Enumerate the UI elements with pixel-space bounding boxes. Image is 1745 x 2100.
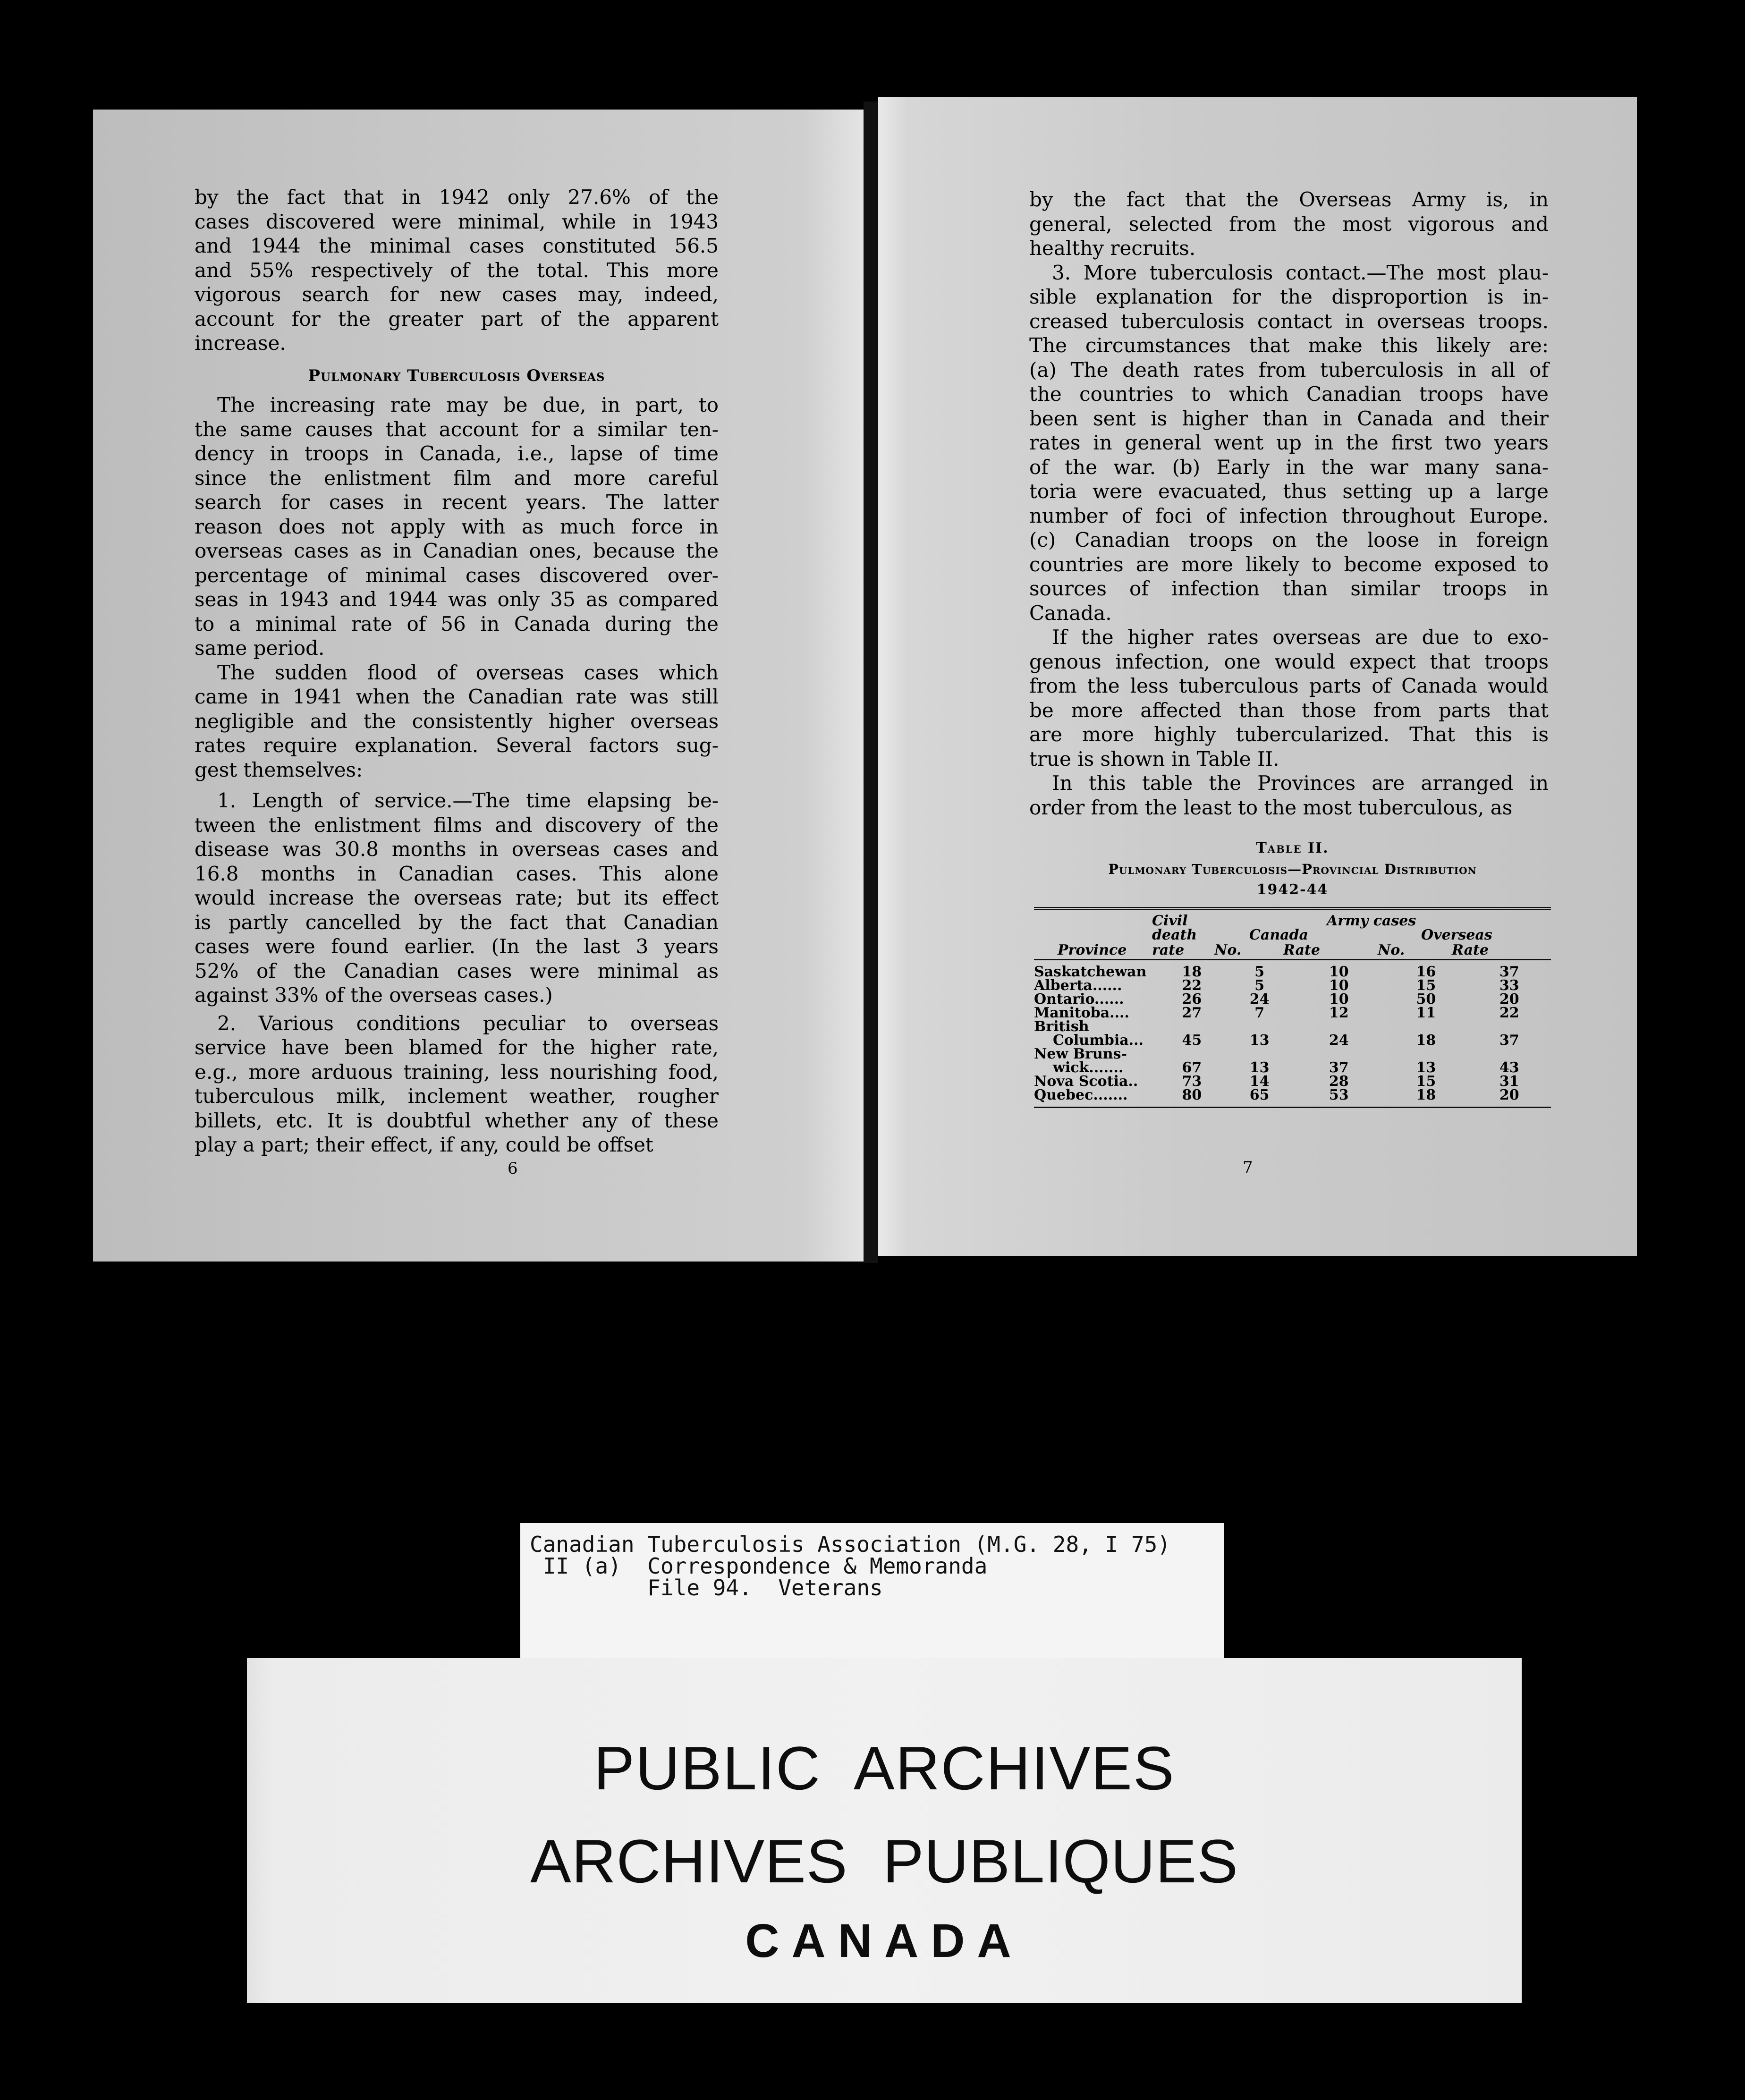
text-line: of the war. (b) Early in the war many sana- [1029, 455, 1549, 479]
text-line: vigorous search for new cases may, indeed, [195, 283, 719, 306]
province-name: Quebec....... [1034, 1087, 1128, 1103]
province-name: Nova Scotia.. [1034, 1073, 1138, 1090]
right-page-text [1029, 187, 1549, 820]
header-overseas: Overseas [1421, 927, 1492, 943]
table-years: 1942-44 [1256, 881, 1329, 898]
table-cell: 24 [1329, 1032, 1349, 1049]
catalog-card [520, 1523, 1224, 1665]
table-cell: 18 [1416, 1087, 1436, 1103]
text-line: general, selected from the most vigorous and [1029, 212, 1549, 236]
text-line: (c) Canadian troops on the loose in foreign [1029, 528, 1549, 551]
text-line: since the enlistment film and more careful [195, 466, 719, 490]
province-name: Alberta...... [1034, 977, 1122, 994]
table-cell: 20 [1499, 991, 1519, 1008]
text-line: 3. More tuberculosis contact.—The most plau- [1052, 261, 1549, 284]
page-number: 7 [1243, 1158, 1253, 1177]
stamp-english: PUBLIC ARCHIVES [593, 1734, 1175, 1803]
table-cell: 12 [1329, 1005, 1349, 1021]
table-cell: 31 [1499, 1073, 1519, 1090]
table-cell: 27 [1182, 1005, 1202, 1021]
left-page-text [195, 185, 719, 1157]
header-rate: rate [1152, 942, 1185, 958]
table-cell: 5 [1254, 964, 1265, 980]
book-gutter [864, 102, 878, 1263]
table-bottom-rule [1034, 1107, 1551, 1108]
table-row [1034, 1075, 1551, 1088]
header-overseas-rate: Rate [1452, 942, 1489, 958]
table-cell: 15 [1416, 1073, 1436, 1090]
text-line: been sent is higher than in Canada and their [1029, 406, 1549, 430]
catalog-line: Canadian Tuberculosis Association (M.G. 28, I 75) [530, 1532, 1171, 1557]
header-overseas-no: No. [1378, 942, 1405, 958]
province-cell [1034, 1088, 1158, 1102]
table-row [1034, 979, 1551, 992]
header-rule [1034, 959, 1551, 960]
text-line: and 1944 the minimal cases constituted 56.5 [195, 234, 719, 257]
text-line: tween the enlistment films and discovery of the [195, 813, 719, 837]
header-canada-no: No. [1214, 942, 1242, 958]
table-cell: 18 [1416, 1032, 1436, 1049]
text-line: disease was 30.8 months in overseas cases and [195, 838, 719, 861]
province-name: Ontario...... [1034, 991, 1124, 1008]
text-line: healthy recruits. [1029, 237, 1196, 260]
table-cell: 22 [1182, 977, 1202, 994]
table-subtitle: Pulmonary Tuberculosis—Provincial Distribution [1108, 861, 1477, 877]
text-line: negligible and the consistently higher overseas [195, 709, 719, 733]
text-line: sible explanation for the disproportion is in- [1029, 285, 1549, 308]
header-army-cases: Army cases [1327, 913, 1416, 929]
text-line: 16.8 months in Canadian cases. This alone [195, 862, 719, 885]
text-line: seas in 1943 and 1944 was only 35 as compared [195, 588, 719, 611]
text-line: creased tuberculosis contact in overseas troops. [1029, 309, 1549, 333]
text-line: reason does not apply with as much force in [195, 515, 719, 538]
text-line: from the less tuberculous parts of Canada would [1029, 674, 1549, 697]
paragraph [195, 185, 719, 356]
text-line: toria were evacuated, thus setting up a large [1029, 480, 1549, 503]
text-line: same period. [195, 636, 325, 660]
stamp-french: ARCHIVES PUBLIQUES [530, 1827, 1238, 1896]
province-cell [1034, 1075, 1158, 1088]
text-line: against 33% of the overseas cases.) [195, 983, 553, 1007]
province-cell [1034, 979, 1158, 992]
text-line: countries are more likely to become exposed to [1029, 552, 1549, 576]
text-line: rates in general went up in the first two years [1029, 431, 1549, 454]
text-line: play a part; their effect, if any, could be offset [195, 1133, 653, 1156]
text-line: If the higher rates overseas are due to exo- [1052, 626, 1549, 649]
text-line: The increasing rate may be due, in part, to [217, 393, 719, 416]
text-line: billets, etc. It is doubtful whether any of these [195, 1109, 719, 1132]
text-line: by the fact that the Overseas Army is, in [1029, 188, 1549, 211]
text-line: percentage of minimal cases discovered over- [195, 563, 719, 587]
text-line: came in 1941 when the Canadian rate was still [195, 685, 719, 708]
header-civil: Civil [1152, 913, 1188, 929]
table-cell: 18 [1182, 964, 1202, 980]
page-number: 6 [508, 1159, 518, 1178]
text-line: The circumstances that make this likely are: [1029, 334, 1549, 357]
table-cell: 37 [1329, 1059, 1349, 1076]
text-line: search for cases in recent years. The latter [195, 491, 719, 514]
text-line: is partly cancelled by the fact that Canadian [195, 910, 719, 934]
paragraph [1029, 261, 1549, 626]
text-line: to a minimal rate of 56 in Canada during the [195, 612, 719, 635]
table-cell: 37 [1499, 1032, 1519, 1049]
province-name: Saskatchewan [1034, 964, 1147, 980]
table-cell: 13 [1249, 1032, 1270, 1049]
text-line: The sudden flood of overseas cases which [217, 660, 719, 684]
table-cell: 5 [1254, 977, 1265, 994]
province-name: New Bruns- [1034, 1046, 1127, 1062]
header-canada: Canada [1249, 927, 1308, 943]
table-cell: 53 [1329, 1087, 1349, 1103]
text-line: e.g., more arduous training, less nourishing food, [195, 1060, 719, 1084]
paragraph [1029, 187, 1549, 261]
text-line: be more affected than those from parts that [1029, 698, 1549, 722]
table-cell: 20 [1499, 1087, 1519, 1103]
table-cell: 80 [1182, 1087, 1202, 1103]
text-line: order from the least to the most tuberculous, as [1029, 796, 1513, 819]
text-line: the countries to which Canadian troops have [1029, 382, 1549, 406]
text-line: 52% of the Canadian cases were minimal as [195, 959, 719, 982]
text-line: dency in troops in Canada, i.e., lapse of time [195, 442, 719, 465]
province-cell [1034, 1006, 1158, 1020]
paragraph [195, 660, 719, 782]
table-row [1034, 1047, 1551, 1075]
table-cell: 50 [1416, 991, 1436, 1008]
province-cell [1034, 1047, 1158, 1075]
province-name-cont: Columbia... [1053, 1032, 1144, 1049]
table-cell: 11 [1416, 1005, 1436, 1021]
table-cell: 67 [1182, 1059, 1202, 1076]
table-row [1034, 992, 1551, 1006]
table-cell: 10 [1329, 977, 1349, 994]
paragraph [1029, 625, 1549, 771]
table-body [1034, 962, 1551, 1102]
table-cell: 43 [1499, 1059, 1519, 1076]
table-cell: 24 [1249, 991, 1270, 1008]
text-line: cases were found earlier. (In the last 3 years [195, 935, 719, 958]
text-line: the same causes that account for a similar ten- [195, 417, 719, 441]
province-cell [1034, 1020, 1158, 1047]
text-line: 2. Various conditions peculiar to overseas [217, 1011, 719, 1035]
table-cell: 7 [1254, 1005, 1265, 1021]
table-row [1034, 1020, 1551, 1047]
paragraph [195, 393, 719, 660]
text-line: increase. [195, 331, 286, 355]
table-cell: 16 [1416, 964, 1436, 980]
table-header [1034, 910, 1551, 974]
province-name-cont: wick....... [1053, 1059, 1124, 1076]
text-line: would increase the overseas rate; but its effect [195, 886, 719, 909]
table-cell: 37 [1499, 964, 1519, 980]
catalog-line: II (a) Correspondence & Memoranda [530, 1553, 988, 1579]
paragraph [195, 788, 719, 1008]
header-death: death [1152, 927, 1197, 943]
text-line: tuberculous milk, inclement weather, rougher [195, 1084, 719, 1108]
table-row [1034, 1006, 1551, 1020]
table-cell: 65 [1249, 1087, 1270, 1103]
table-ii [1034, 838, 1551, 1108]
paragraph [195, 1011, 719, 1157]
text-line: 1. Length of service.—The time elapsing be- [217, 789, 719, 812]
text-line: cases discovered were minimal, while in 1943 [195, 210, 719, 233]
table-cell: 45 [1182, 1032, 1202, 1049]
paragraph [1029, 771, 1549, 820]
province-cell [1034, 992, 1158, 1006]
section-heading: Pulmonary Tuberculosis Overseas [308, 366, 605, 385]
table-cell: 28 [1329, 1073, 1349, 1090]
text-line: by the fact that in 1942 only 27.6% of the [195, 186, 719, 209]
province-name: British [1034, 1018, 1089, 1035]
table-cell: 10 [1329, 991, 1349, 1008]
text-line: number of foci of infection throughout Europe. [1029, 504, 1549, 527]
text-line: In this table the Provinces are arranged in [1052, 771, 1549, 795]
province-name: Manitoba.... [1034, 1005, 1129, 1021]
table-cell: 13 [1416, 1059, 1436, 1076]
table-row [1034, 1088, 1551, 1102]
header-province: Province [1058, 942, 1127, 958]
table-cell: 10 [1329, 964, 1349, 980]
header-canada-rate: Rate [1283, 942, 1321, 958]
table-cell: 14 [1249, 1073, 1270, 1090]
table-cell: 33 [1499, 977, 1519, 994]
table-cell: 22 [1499, 1005, 1519, 1021]
text-line: true is shown in Table II. [1029, 747, 1279, 771]
table-title: Table II. [1256, 840, 1329, 856]
table-cell: 15 [1416, 977, 1436, 994]
text-line: gest themselves: [195, 758, 363, 781]
archives-stamp [247, 1658, 1522, 2003]
text-line: rates require explanation. Several factors sug- [195, 734, 719, 757]
text-line: sources of infection than similar troops in [1029, 577, 1549, 600]
text-line: Canada. [1029, 601, 1112, 625]
text-line: overseas cases as in Canadian ones, because the [195, 539, 719, 562]
table-cell: 73 [1182, 1073, 1202, 1090]
text-line: account for the greater part of the apparent [195, 307, 719, 330]
table-cell: 26 [1182, 991, 1202, 1008]
catalog-line: File 94. Veterans [530, 1575, 883, 1600]
text-line: and 55% respectively of the total. This more [195, 258, 719, 282]
stamp-country: CANADA [745, 1914, 1024, 1967]
text-line: (a) The death rates from tuberculosis in all of [1029, 358, 1549, 381]
text-line: service have been blamed for the higher rate, [195, 1036, 719, 1059]
text-line: are more highly tubercularized. That this is [1029, 723, 1549, 746]
text-line: genous infection, one would expect that troops [1029, 650, 1549, 673]
table-cell: 13 [1249, 1059, 1270, 1076]
